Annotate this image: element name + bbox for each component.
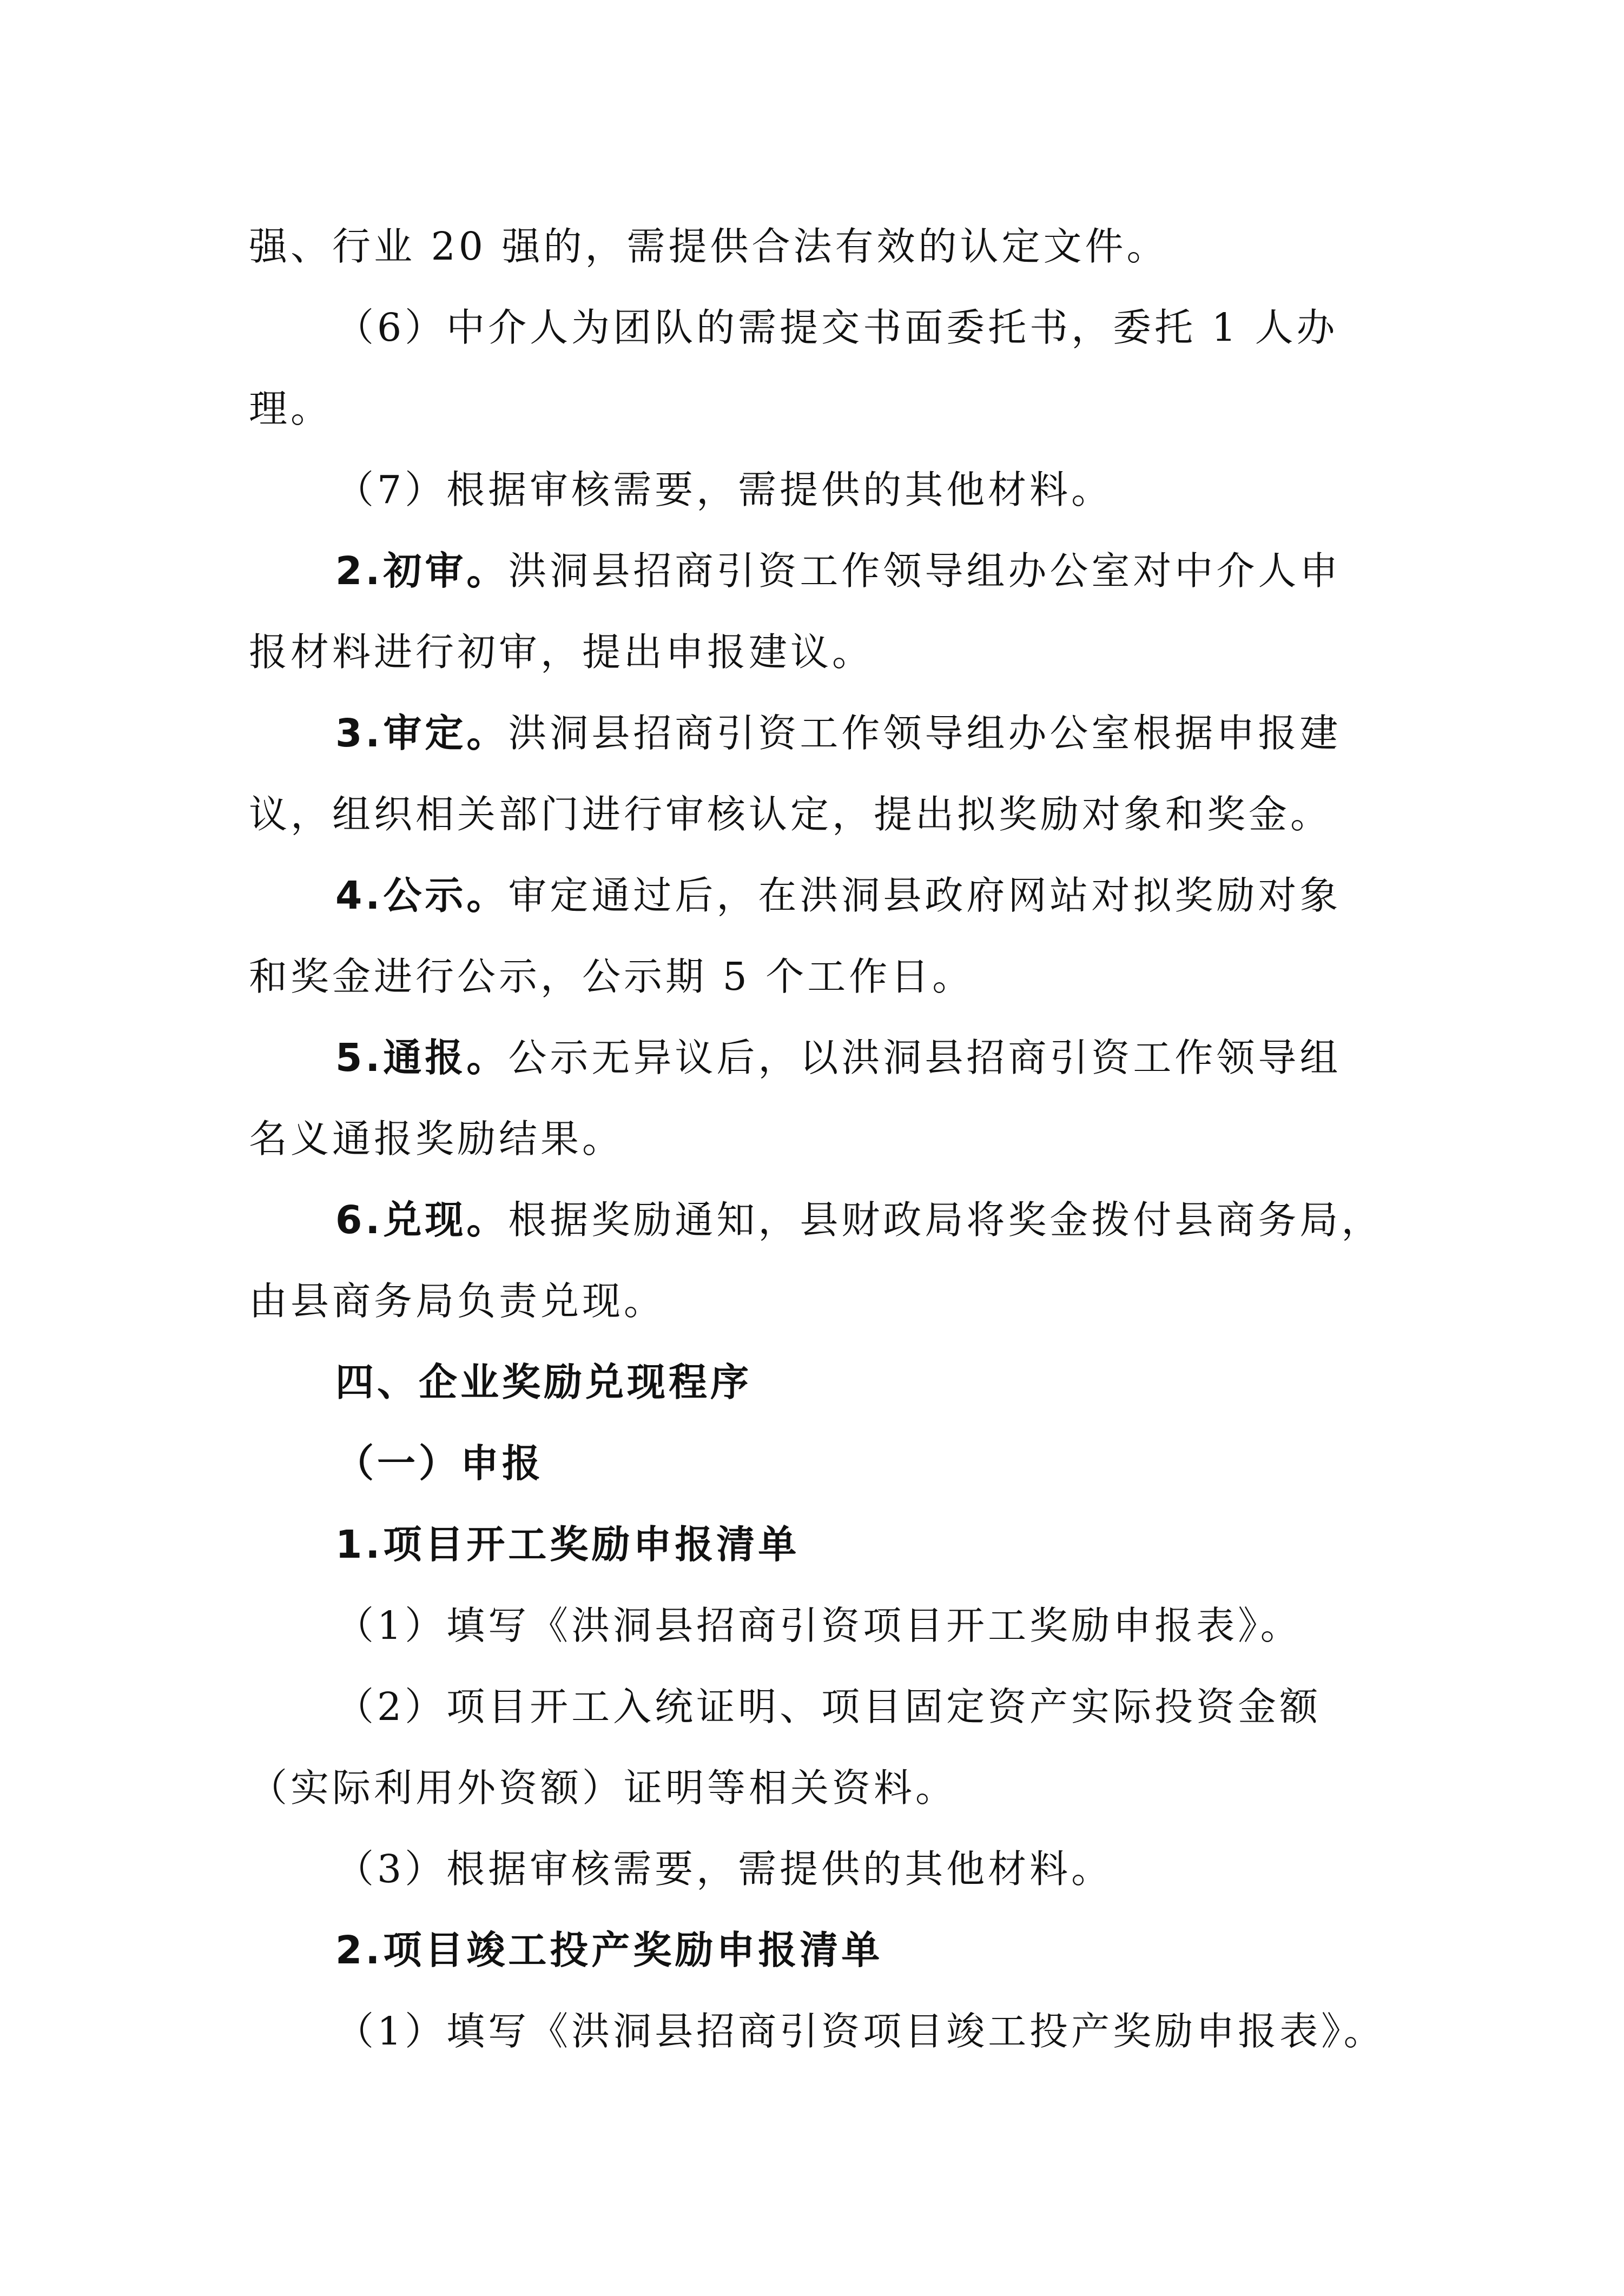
line-text: 由县商务局负责兑现。 — [249, 1279, 666, 1324]
paragraph-line — [249, 386, 333, 431]
paragraph-line — [335, 1603, 1302, 1648]
paragraph-line — [335, 1684, 1322, 1729]
line-text: 洪洞县招商引资工作领导组办公室根据申报建 — [508, 711, 1342, 756]
line-text: （1）填写《洪洞县招商引资项目竣工投产奖励申报表》。 — [335, 2009, 1385, 2054]
paragraph-line — [249, 1279, 666, 1324]
step-label: 4.公示。 — [335, 873, 509, 918]
section-heading — [335, 1360, 752, 1405]
paragraph-line — [249, 1116, 624, 1161]
line-text: 公示无异议后，以洪洞县招商引资工作领导组 — [508, 1035, 1342, 1080]
heading-text: 四、企业奖励兑现程序 — [335, 1360, 752, 1405]
paragraph-line — [335, 711, 1342, 756]
line-text: （6）中介人为团队的需提交书面委托书，委托 1 人办 — [335, 305, 1338, 350]
paragraph-line — [335, 467, 1113, 512]
paragraph-line — [335, 2009, 1385, 2054]
line-text: （7）根据审核需要，需提供的其他材料。 — [335, 467, 1113, 512]
line-text: 报材料进行初审，提出申报建议。 — [249, 630, 874, 674]
line-text: （2）项目开工入统证明、项目固定资产实际投资金额 — [335, 1684, 1322, 1729]
heading-text: 1.项目开工奖励申报清单 — [335, 1522, 800, 1567]
list-heading — [335, 1522, 800, 1567]
heading-text: （一）申报 — [335, 1441, 544, 1486]
line-text: 议，组织相关部门进行审核认定，提出拟奖励对象和奖金。 — [249, 792, 1332, 837]
paragraph-line — [335, 1847, 1113, 1891]
paragraph-line — [335, 873, 1342, 918]
line-text: 根据奖励通知，县财政局将奖金拨付县商务局， — [508, 1197, 1383, 1242]
line-text: （1）填写《洪洞县招商引资项目开工奖励申报表》。 — [335, 1603, 1302, 1648]
step-label: 3.审定。 — [335, 711, 509, 756]
line-text: （3）根据审核需要，需提供的其他材料。 — [335, 1847, 1113, 1891]
paragraph-line — [335, 1197, 1383, 1242]
paragraph-line — [249, 954, 974, 999]
paragraph-line — [249, 792, 1332, 837]
step-label: 5.通报。 — [335, 1035, 509, 1080]
paragraph-line — [335, 548, 1342, 593]
step-label: 2.初审。 — [335, 548, 509, 593]
paragraph-line — [249, 630, 874, 674]
line-text: 洪洞县招商引资工作领导组办公室对中介人申 — [508, 548, 1342, 593]
subsection-heading — [335, 1441, 544, 1486]
list-heading — [335, 1928, 883, 1973]
paragraph-line — [335, 1035, 1342, 1080]
line-text: 理。 — [249, 386, 333, 431]
line-text: 强、行业 20 强的，需提供合法有效的认定文件。 — [249, 224, 1169, 269]
line-text: 和奖金进行公示，公示期 5 个工作日。 — [249, 954, 974, 999]
line-text: （实际利用外资额）证明等相关资料。 — [249, 1765, 958, 1810]
paragraph-line — [335, 305, 1338, 350]
heading-text: 2.项目竣工投产奖励申报清单 — [335, 1928, 883, 1973]
paragraph-line — [249, 224, 1169, 269]
line-text: 审定通过后，在洪洞县政府网站对拟奖励对象 — [508, 873, 1342, 918]
step-label: 6.兑现。 — [335, 1197, 509, 1242]
paragraph-line — [249, 1765, 958, 1810]
line-text: 名义通报奖励结果。 — [249, 1116, 624, 1161]
